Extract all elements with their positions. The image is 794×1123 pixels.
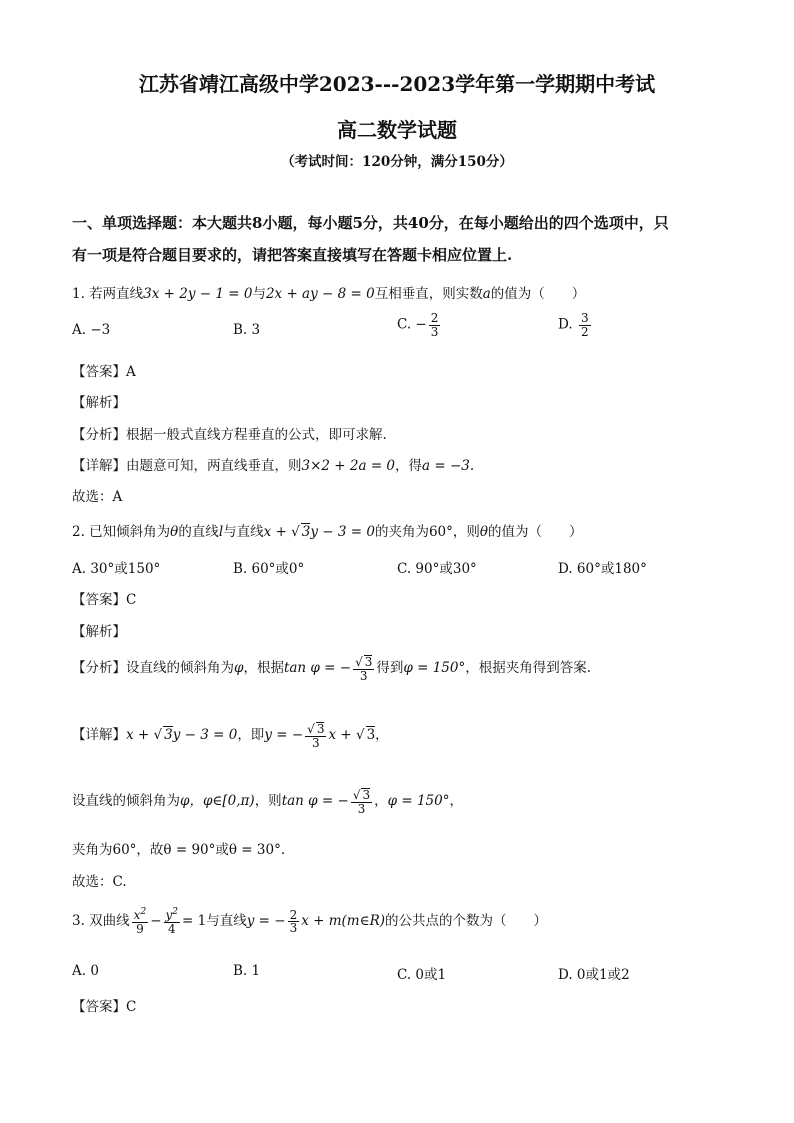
q2-stem	[72, 520, 583, 540]
q2-xj-x: x +	[328, 727, 356, 744]
q2-xiangjie	[72, 722, 389, 749]
section1-line2: 有一项是符合题目要求的，请把答案直接填写在答题卡相应位置上.	[72, 246, 513, 264]
q1-end: 的值为（ ）	[490, 286, 586, 302]
q2-tan: tan φ = −	[283, 660, 352, 677]
q2-l3-range: ，φ∈[0,π)	[189, 793, 255, 810]
q3-num2: 2	[289, 907, 298, 922]
q2-eq-a: x +	[263, 524, 292, 540]
q1-xiangjie	[72, 454, 474, 474]
q1-choice: 故选：A	[72, 489, 123, 505]
q1-option-c	[397, 312, 442, 338]
q3-y-sup: 2	[172, 907, 179, 917]
q2-l3-pre: 设直线的倾斜角为	[72, 793, 180, 810]
q2-fenxi-pre: 【分析】设直线的倾斜角为	[72, 660, 234, 677]
q1-xj-pre: 【详解】由题意可知，两直线垂直，则	[72, 458, 302, 474]
q2-l3-phi150: φ = 150°	[387, 793, 450, 810]
q3-den9: 9	[136, 921, 144, 936]
q2-xj-sqrt3: 3	[164, 727, 173, 744]
q2-prefix: 2. 已知倾斜角为	[72, 524, 171, 540]
q1-prefix: 1. 若两直线	[72, 286, 144, 302]
q2-line4: 夹角为60°，故θ = 90°或θ = 30°.	[72, 842, 286, 858]
q2-l: l	[218, 524, 224, 540]
sqrt-icon: √	[307, 722, 315, 736]
q3-frac-2-3	[288, 909, 300, 935]
q1-xj-eq1: 3×2 + 2a = 0	[301, 458, 396, 474]
q1-option-c-frac	[429, 312, 441, 338]
q2-phi: φ	[234, 660, 244, 677]
q2-l3-then: ，则	[254, 793, 282, 810]
q2-choice: 故选：C.	[72, 874, 127, 890]
q2-l3-comma: ，	[374, 793, 388, 810]
q2-p6: 的值为（ ）	[488, 524, 583, 540]
exam-title: 江苏省靖江高级中学2023---2023学年第一学期期中考试	[138, 72, 656, 96]
q3-prefix: 3. 双曲线	[72, 913, 130, 930]
q2-option-b: B. 60°或0°	[233, 561, 305, 577]
q2-analysis: 【解析】	[72, 624, 126, 640]
frac-num	[164, 908, 181, 923]
frac-den: 3	[430, 324, 439, 339]
q2-fenxi	[72, 655, 591, 682]
q3-stem	[72, 908, 547, 935]
q3-tail: x + m(m∈R)	[301, 913, 386, 930]
q3-p2: 与直线	[206, 913, 247, 930]
q3-answer: 【答案】C	[72, 999, 137, 1015]
q1-eq1: 3x + 2y − 1 = 0	[143, 286, 253, 302]
frac-num	[351, 788, 372, 803]
q3-x-sup: 2	[140, 907, 147, 917]
q1-analysis: 【解析】	[72, 395, 126, 411]
q2-xj-comma: ，	[375, 727, 389, 744]
q3-option-a: A. 0	[72, 963, 99, 979]
q2-fenxi-frac	[353, 655, 374, 682]
q1-xj-end: .	[469, 458, 475, 474]
q2-eq-b: y − 3 = 0	[310, 524, 375, 540]
q2-p4: 的夹角为	[374, 524, 429, 540]
q3-option-c: C. 0或1	[397, 967, 447, 983]
q2-l3-end: ，	[449, 793, 463, 810]
sqrt-icon: √	[153, 727, 163, 744]
q2-sqrt3: 3	[301, 524, 311, 540]
q3-frac-y	[164, 908, 181, 935]
q2-option-d: D. 60°或180°	[558, 561, 647, 577]
q1-option-d-label: D.	[558, 316, 573, 333]
q1-option-b: B. 3	[233, 322, 261, 338]
q1-option-c-label: C. −	[397, 316, 427, 333]
frac-num	[305, 722, 326, 737]
q1-mid: 与	[252, 286, 266, 302]
q1-suffix: 互相垂直，则实数	[374, 286, 483, 302]
q2-frac-num: 3	[364, 655, 373, 669]
q2-xj-eq-b: y − 3 = 0	[172, 727, 238, 744]
frac-den: 2	[580, 324, 589, 339]
q2-option-c: C. 90°或30°	[397, 561, 477, 577]
q2-theta: θ	[170, 524, 179, 540]
q2-angle60: 60°	[428, 524, 453, 540]
q2-l3-frac-den: 3	[357, 801, 366, 816]
exam-subtitle: 高二数学试题	[337, 118, 457, 142]
q1-fenxi: 【分析】根据一般式直线方程垂直的公式，即可求解.	[72, 427, 387, 443]
q2-xj-frac	[305, 722, 326, 749]
q2-fenxi-end: ，根据夹角得到答案.	[465, 660, 592, 677]
sqrt-icon: √	[291, 524, 300, 540]
q2-xj-frac-den: 3	[311, 735, 320, 750]
q2-xj-y: y = −	[264, 727, 304, 744]
q3-option-d: D. 0或1或2	[558, 967, 630, 983]
q3-x: x	[133, 908, 141, 922]
q3-p3: 的公共点的个数为（ ）	[385, 913, 548, 930]
q1-var: a	[482, 286, 491, 302]
q2-theta-2: θ	[479, 524, 489, 540]
q2-l3-tan: tan φ = −	[281, 793, 349, 810]
q3-eq1: = 1	[182, 913, 207, 930]
q1-option-d	[558, 312, 593, 338]
q1-option-d-frac	[579, 312, 591, 338]
q2-xj-frac-num: 3	[316, 722, 325, 736]
q2-l3-frac	[351, 788, 372, 815]
q1-xj-mid: ，得	[395, 458, 423, 474]
q1-xj-eq2: a = −3	[422, 458, 470, 474]
q2-fenxi-mid2: 得到	[376, 660, 404, 677]
sqrt-icon: √	[355, 655, 363, 669]
q3-option-b: B. 1	[233, 963, 261, 979]
q2-xj-mid: ，即	[237, 727, 265, 744]
frac-num	[132, 908, 149, 923]
frac-num: 3	[580, 311, 589, 325]
q2-line3	[72, 788, 463, 815]
q2-p2: 的直线	[178, 524, 219, 540]
q2-p3: 与直线	[223, 524, 264, 540]
q3-y: y	[165, 908, 173, 922]
q1-stem	[72, 282, 585, 302]
exam-info: （考试时间：120分钟，满分150分）	[281, 154, 513, 170]
q3-den3: 3	[289, 921, 298, 936]
q2-xj-sqrt3-b: 3	[366, 727, 376, 744]
q2-option-a: A. 30°或150°	[72, 561, 161, 577]
sqrt-icon: √	[355, 727, 365, 744]
section1-line1: 一、单项选择题：本大题共8小题，每小题5分，共40分，在每小题给出的四个选项中，只	[72, 214, 669, 232]
q2-fenxi-mid: ，根据	[243, 660, 284, 677]
q3-den4: 4	[167, 921, 176, 936]
q2-l3-frac-num: 3	[362, 788, 371, 802]
frac-num: 2	[430, 311, 439, 325]
sqrt-icon: √	[352, 788, 361, 802]
q2-frac-den: 3	[359, 668, 368, 683]
frac-num	[353, 655, 374, 670]
q3-minus: −	[150, 913, 162, 930]
q1-answer: 【答案】A	[72, 364, 136, 380]
q2-l3-phi: φ	[180, 793, 190, 810]
q2-p5: ，则	[452, 524, 480, 540]
q3-frac-x	[132, 908, 149, 935]
q2-xj-label: 【详解】	[72, 727, 126, 744]
q2-xj-eq-a: x +	[126, 727, 154, 744]
q1-option-a: A. −3	[72, 322, 111, 338]
q3-y-eq: y = −	[246, 913, 286, 930]
q2-phi150: φ = 150°	[403, 660, 466, 677]
q2-answer: 【答案】C	[72, 592, 137, 608]
q1-eq2: 2x + ay − 8 = 0	[265, 286, 375, 302]
